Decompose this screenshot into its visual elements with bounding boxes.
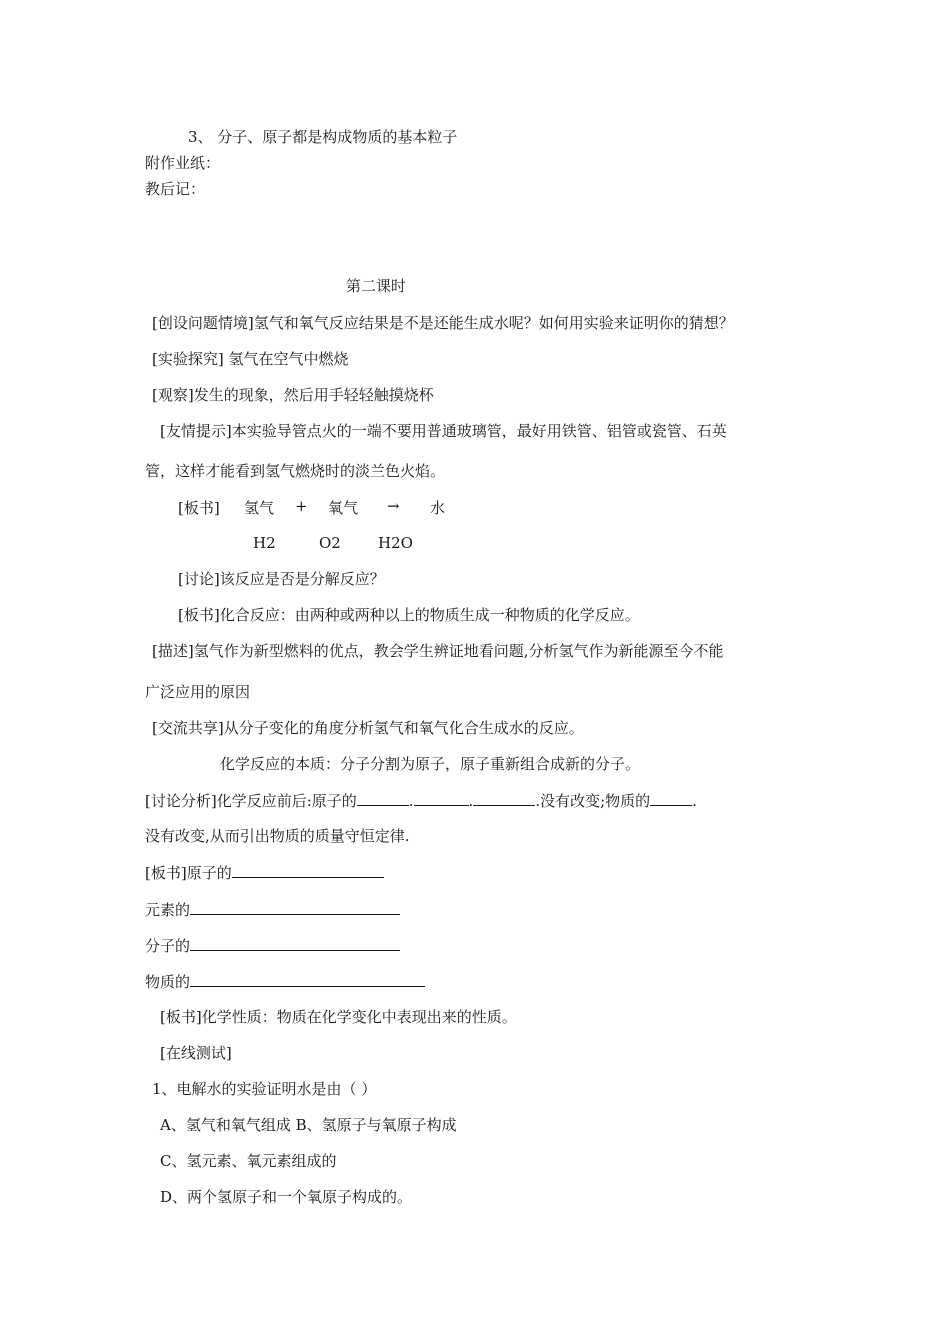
analysis-dot: . — [468, 792, 474, 810]
analysis-dot: . — [408, 792, 414, 810]
eq-o2: O2 — [319, 534, 341, 552]
fill-blank[interactable] — [190, 935, 400, 951]
text-board-2: [板书]化合反应：由两种或两种以上的物质生成一种物质的化学反应。 — [178, 606, 640, 624]
question-1: 1、电解水的实验证明水是由（ ） — [152, 1080, 377, 1098]
eq-h2: H2 — [253, 534, 276, 552]
text-share: [交流共享]从分子变化的角度分析氢气和氧气化合生成水的反应。 — [152, 719, 584, 737]
substance-label: 物质的 — [145, 973, 191, 991]
fill-blank[interactable] — [473, 790, 535, 806]
eq-h2o: H2O — [378, 534, 413, 552]
fill-blank[interactable] — [650, 790, 692, 806]
fill-blank[interactable] — [232, 862, 384, 878]
element-line — [145, 899, 400, 920]
eq-water-word: 水 — [430, 499, 446, 517]
molecule-label: 分子的 — [145, 937, 191, 955]
analysis-end: . — [692, 792, 697, 810]
eq-plus: + — [295, 497, 308, 515]
text-describe-2: 广泛应用的原因 — [145, 683, 251, 701]
lesson-title: 第二课时 — [346, 277, 407, 295]
text-analysis-2: 没有改变,从而引出物质的质量守恒定律. — [145, 827, 410, 845]
fill-blank[interactable] — [190, 899, 400, 915]
molecule-line — [145, 935, 400, 956]
text-observe: [观察]发生的现象，然后用手轻轻触摸烧杯 — [152, 386, 434, 404]
text-discuss: [讨论]该反应是否是分解反应？ — [178, 570, 385, 588]
text-analysis-1 — [145, 790, 697, 811]
analysis-mid: .没有改变;物质的 — [535, 792, 651, 810]
text-homework: 附作业纸： — [145, 154, 221, 172]
element-label: 元素的 — [145, 901, 191, 919]
text-online-test: [在线测试] — [160, 1044, 232, 1062]
text-scenario: [创设问题情境]氢气和氧气反应结果是不是还能生成水呢？如何用实验来证明你的猜想？ — [152, 314, 734, 332]
text-tip-2: 管，这样才能看到氢气燃烧时的淡兰色火焰。 — [145, 462, 446, 480]
question-1-option-ab: A、氢气和氧气组成 B、氢原子与氧原子构成 — [160, 1116, 457, 1134]
fill-blank[interactable] — [414, 790, 469, 806]
fill-blank[interactable] — [190, 971, 425, 987]
text-describe-1: [描述]氢气作为新型燃料的优点，教会学生辨证地看问题,分析氢气作为新能源至今不能 — [152, 642, 724, 660]
question-1-option-d: D、两个氢原子和一个氧原子构成的。 — [160, 1188, 413, 1206]
eq-oxygen-word: 氧气 — [328, 499, 359, 517]
board-atom-label: [板书]原子的 — [145, 864, 232, 882]
text-point-3: 3、 分子、原子都是构成物质的基本粒子 — [188, 128, 458, 146]
substance-line — [145, 971, 425, 992]
text-tip-1: [友情提示]本实验导管点火的一端不要用普通玻璃管，最好用铁管、铝管或瓷管、石英 — [160, 422, 727, 440]
text-essence: 化学反应的本质：分子分割为原子，原子重新组合成新的分子。 — [220, 755, 641, 773]
board-atom — [145, 862, 384, 883]
board-label: [板书] — [178, 499, 220, 517]
text-experiment: [实验探究] 氢气在空气中燃烧 — [152, 350, 349, 368]
eq-arrow: → — [387, 497, 400, 515]
question-1-option-c: C、氢元素、氧元素组成的 — [160, 1152, 337, 1170]
eq-hydrogen-word: 氢气 — [244, 499, 275, 517]
text-afterword: 教后记： — [145, 180, 206, 198]
text-board-4: [板书]化学性质：物质在化学变化中表现出来的性质。 — [160, 1008, 517, 1026]
fill-blank[interactable] — [357, 790, 409, 806]
analysis-prefix: [讨论分析]化学反应前后:原子的 — [145, 792, 357, 810]
